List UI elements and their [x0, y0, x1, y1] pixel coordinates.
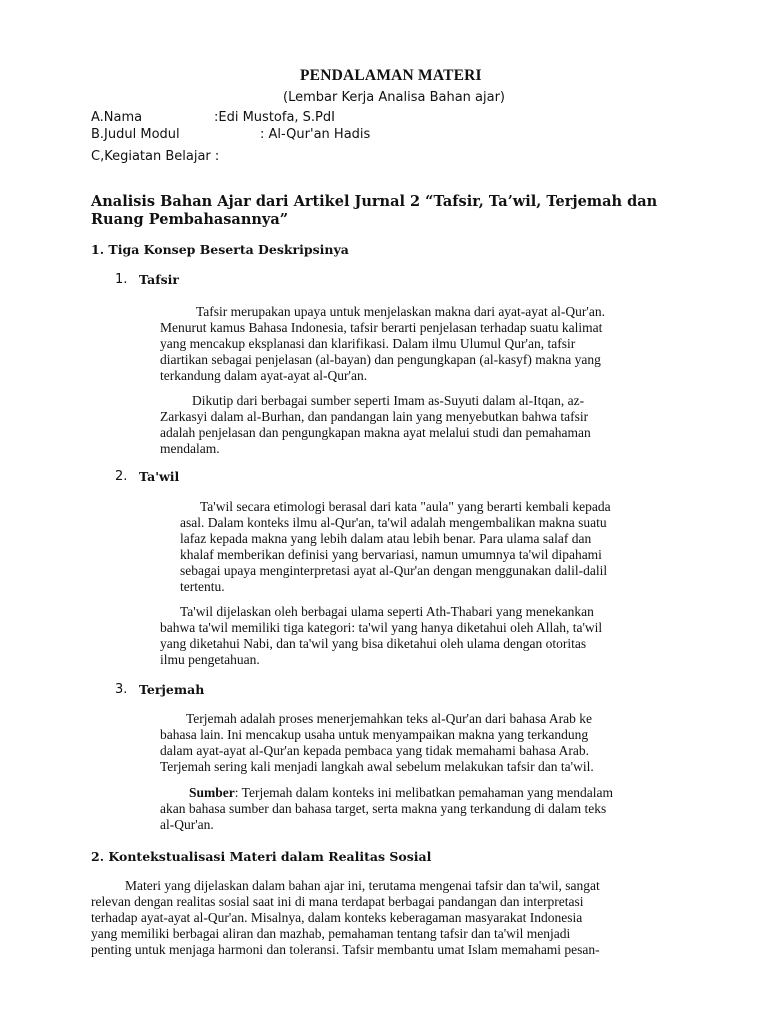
- page-subtitle: (Lembar Kerja Analisa Bahan ajar): [283, 90, 505, 105]
- analysis-title-line1: Analisis Bahan Ajar dari Artikel Jurnal 2 “Tafsir, Ta’wil, Terjemah dan: [91, 193, 658, 210]
- item1-para2: Dikutip dari berbagai sumber seperti Imam as-Suyuti dalam al-Itqan, az- Zarkasyi dalam al-Burhan, dan pandangan lain yang menyebutkan bahwa tafsir adalah penjelasan dan pengungkapan makna ayat melalui studi dan pemahaman mendalam.: [160, 393, 591, 456]
- module-label: B.Judul Modul: [91, 127, 180, 142]
- item3-source-line1: : Terjemah dalam konteks ini melibatkan pemahaman yang mendalam: [234, 785, 613, 800]
- section1-heading: 1. Tiga Konsep Beserta Deskripsinya: [91, 242, 349, 257]
- section2-heading: 2. Kontekstualisasi Materi dalam Realitas Sosial: [91, 849, 432, 864]
- item1-title: Tafsir: [139, 272, 179, 287]
- analysis-title-line2: Ruang Pembahasannya”: [91, 211, 289, 228]
- item3-number: 3.: [115, 682, 128, 697]
- item3-title: Terjemah: [139, 682, 205, 697]
- item2-number: 2.: [115, 469, 128, 484]
- section2-paragraph: Materi yang dijelaskan dalam bahan ajar ini, terutama mengenai tafsir dan ta'wil, sangat relevan dengan realitas sosial saat ini di mana terdapat berbagai pandangan dan interpretasi terhadap ayat-ayat al-Qur'an. Misalnya, dalam konteks keberagaman masyarakat Indonesia yang memiliki berbagai aliran dan mazhab, pemahaman tentang tafsir dan ta'wil menjadi penting untuk menjaga harmoni dan toleransi. Tafsir membantu umat Islam memahami pesan-: [91, 878, 600, 957]
- page-title: PENDALAMAN MATERI: [300, 67, 482, 84]
- item2-para2: Ta'wil dijelaskan oleh berbagai ulama seperti Ath-Thabari yang menekankan bahwa ta'wil memiliki tiga kategori: ta'wil yang hanya diketahui oleh Allah, ta'wil yang diketahui Nabi, dan ta'wil yang bisa diketahui oleh ulama dengan otoritas ilmu pengetahuan.: [160, 604, 603, 667]
- item3-source-label: Sumber: [189, 785, 235, 800]
- item2-para1: Ta'wil secara etimologi berasal dari kata "aula" yang berarti kembali kepada asal. Dalam konteks ilmu al-Qur'an, ta'wil adalah mengembalikan makna suatu lafaz kepada makna yang lebih dalam atau lebih benar. Para ulama salaf dan khalaf memberikan definisi yang bervariasi, namun umumnya ta'wil dipahami sebagai upaya menginterpretasi ayat al-Qur'an dengan menggunakan dalil-dalil tertentu.: [180, 499, 611, 594]
- item2-title: Ta'wil: [139, 469, 180, 484]
- item1-para1: Tafsir merupakan upaya untuk menjelaskan makna dari ayat-ayat al-Qur'an. Menurut kamus Bahasa Indonesia, tafsir berarti penjelasan terhadap suatu kalimat yang mencakup eksplanasi dan klarifikasi. Dalam ilmu Ulumul Qur'an, tafsir diartikan sebagai penjelasan (al-bayan) dan pengungkapan (al-kasyf) makna yang terkandung dalam ayat-ayat al-Qur'an.: [160, 304, 605, 383]
- module-value: : Al-Qur'an Hadis: [260, 127, 371, 142]
- activity-label: C,Kegiatan Belajar :: [91, 149, 220, 164]
- name-value: :Edi Mustofa, S.PdI: [214, 110, 335, 125]
- item1-number: 1.: [115, 272, 128, 287]
- item3-source-line: [189, 785, 613, 801]
- name-label: A.Nama: [91, 110, 143, 125]
- item3-source-rest: akan bahasa sumber dan bahasa target, serta makna yang terkandung di dalam teks al-Qur'an.: [160, 801, 607, 832]
- item3-para1: Terjemah adalah proses menerjemahkan teks al-Qur'an dari bahasa Arab ke bahasa lain. Ini mencakup usaha untuk menyampaikan makna yang terkandung dalam ayat-ayat al-Qur'an kepada pembaca yang tidak memahami bahasa Arab. Terjemah sering kali menjadi langkah awal sebelum melakukan tafsir dan ta'wil.: [160, 711, 594, 774]
